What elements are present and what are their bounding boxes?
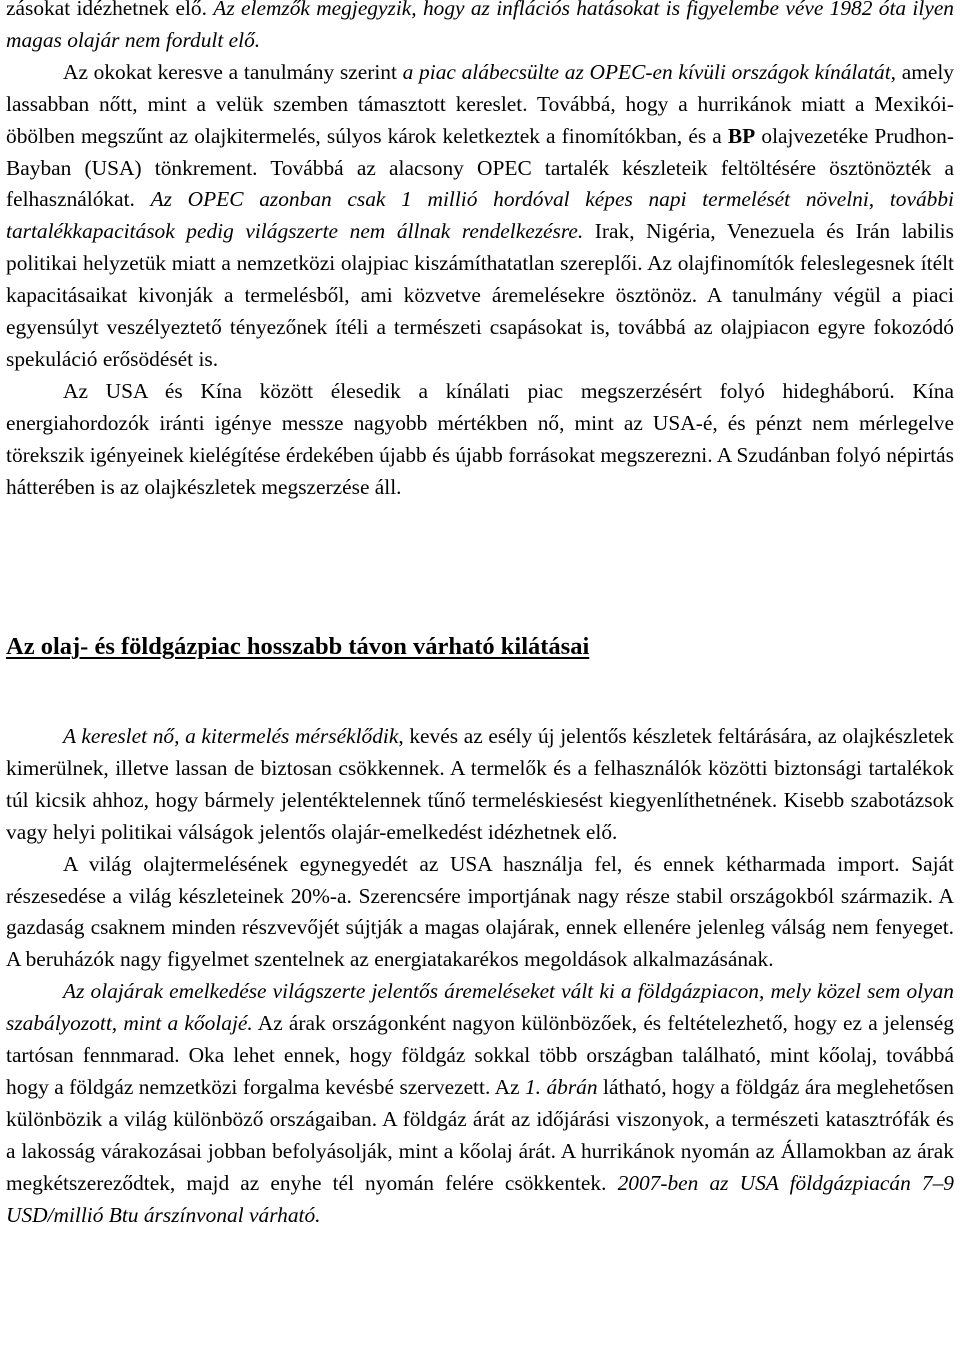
text-run: látható, hogy a földgáz ára meglehetősen különbözik a világ különböző országaiban. A földgáz árát az időjárási viszonyok, a természeti katasztrófák és a lakosság várakozásai jobban befolyásolják, mint a kőolaj árát. A hurrikánok nyomán az Államokban az árak megkétszereződtek, majd az enyhe tél nyomán felére csökkentek. xyxy=(6,1074,954,1195)
paragraph xyxy=(6,721,954,849)
paragraph xyxy=(6,57,954,376)
paragraph xyxy=(6,849,954,977)
italic-text-run: A kereslet nő, a kitermelés mérséklődik xyxy=(63,724,399,748)
text-run: Irak, Nigéria, Venezuela és Irán labilis politikai helyzetük miatt a nemzetközi olajpiac kiszámíthatatlan szereplői. Az olajfinomítók feleslegesnek ítélt kapacitásaikat kivonják a termelésből, ami közvetve áremelésekre ösztönöz. A tanulmány végül a piaci egyensúlyt veszélyeztető tényezőnek ítéli a természeti csapásokat is, továbbá az olajpiacon egyre fokozódó spekuláció erősödését is. xyxy=(6,219,954,371)
italic-text-run: a piac alábecsülte az OPEC-en kívüli országok kínálatát, xyxy=(402,59,896,84)
text-run: amely lassabban nőtt, mint a velük szemben támasztott kereslet. Továbbá, hogy a hurrikánok miatt a Mexikói-öbölben megszűnt az olajkitermelés, súlyos károk keletkeztek a finomítókban, és a xyxy=(6,59,954,148)
text-run: Az USA és Kína között élesedik a kínálati piac megszerzésért folyó hidegháború. Kína energiahordozók iránti igénye messze nagyobb mértékben nő, mint az USA-é, és pénzt nem mérlegelve törekszik igényeinek kielégítése érdekében újabb és újabb forrásokat megszerezni. A Szudánban folyó népirtás hátterében is az olajkészletek megszerzése áll. xyxy=(6,378,954,499)
text-run: zásokat idézhetnek elő. xyxy=(6,0,214,20)
italic-text-run: Az elemzők megjegyzik, hogy az inflációs hatásokat is figyelembe véve 1982 óta ilyen magas olajár nem fordult elő. xyxy=(6,0,955,52)
section-continuation xyxy=(6,0,954,504)
text-run: olajvezetéke Prudhon-Bayban (USA) tönkrement. Továbbá az alacsony OPEC tartalék készleteik feltöltésére ösztönözték a felhasználókat. xyxy=(6,123,954,212)
text-run: Az okokat keresve a tanulmány szerint xyxy=(63,59,403,84)
text-run: Az árak országonként nagyon különbözőek, és feltételezhető, hogy ez a jelenség tartósan fennmarad. Oka lehet ennek, hogy földgáz sokkal több országban található, mint kőolaj, továbbá hogy a földgáz nemzetközi forgalma kevésbé szervezett. Az xyxy=(6,1011,954,1099)
section-outlook xyxy=(6,721,954,1232)
section-heading: Az olaj- és földgázpiac hosszabb távon várható kilátásai xyxy=(6,633,590,660)
italic-text-run: 1. ábrán xyxy=(524,1074,598,1099)
paragraph xyxy=(6,376,954,504)
italic-text-run: 2007-ben az USA földgázpiacán 7–9 USD/millió Btu árszínvonal várható. xyxy=(6,1170,954,1227)
italic-text-run: Az OPEC azonban csak 1 millió hordóval képes napi termelését növelni, további tartalékkapacitások pedig világszerte nem állnak rendelkezésre. xyxy=(6,187,954,244)
italic-text-run: Az olajárak emelkedése világszerte jelentős áremeléseket vált ki a földgázpiacon, mely közel sem olyan szabályozott, mint a kőolajé. xyxy=(6,979,954,1036)
text-run: A világ olajtermelésének egynegyedét az USA használja fel, és ennek kétharmada import. Saját részesedése a világ készleteinek 20%-a. Szerencsére importjának nagy része stabil országokból származik. A gazdaság csaknem minden részvevőjét sújtják a magas olajárak, ennek ellenére jelenleg válság nem fenyeget. A beruházók nagy figyelmet szentelnek az energiatakarékos megoldások alkalmazásának. xyxy=(6,851,954,972)
bold-text-run: BP xyxy=(727,123,756,148)
paragraph xyxy=(6,976,954,1231)
paragraph xyxy=(6,0,954,57)
text-run: , kevés az esély új jelentős készletek feltárására, az olajkészletek kimerülnek, illetve lassan de biztosan csökkennek. A termelők és a felhasználók közötti biztonsági tartalékok túl kicsik ahhoz, hogy bármely jelentéktelennek tűnő termeléskiesést kiegyenlíthetnének. Kisebb szabotázsok vagy helyi politikai válságok jelentős olajár-emelkedést idézhetnek elő. xyxy=(6,724,954,844)
